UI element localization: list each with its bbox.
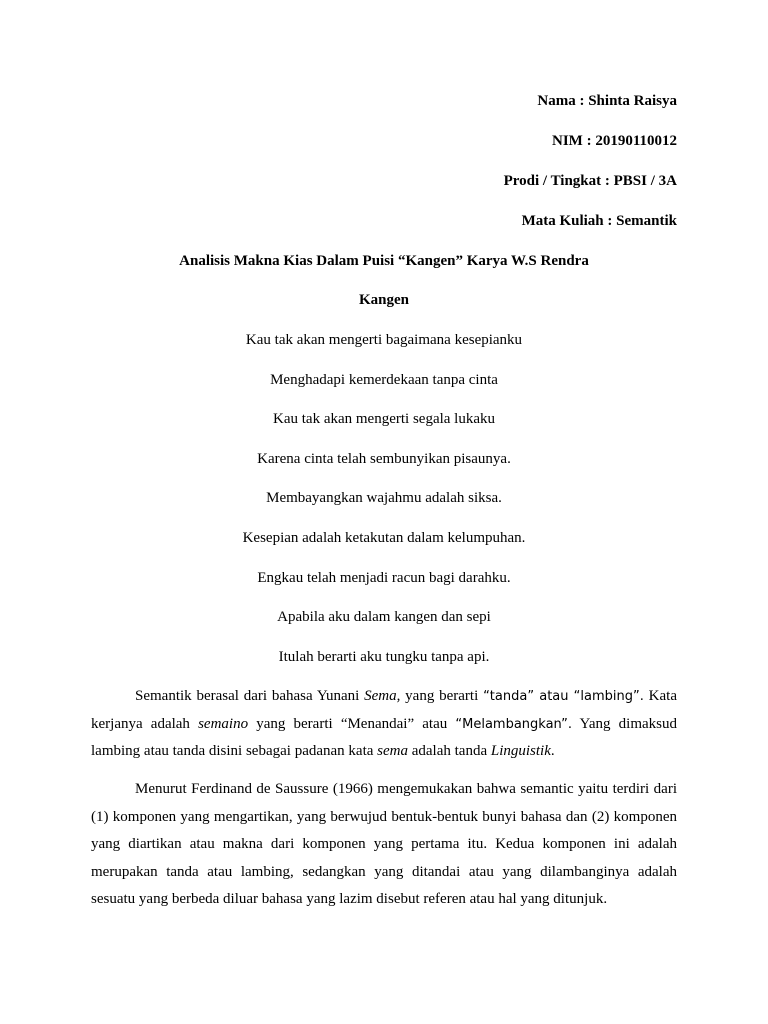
- student-nim: NIM : 20190110012: [552, 133, 677, 149]
- poem-title: Kangen: [358, 292, 409, 308]
- poem-line: Menghadapi kemerdekaan tanpa cinta: [270, 372, 498, 388]
- poem-line: Kau tak akan mengerti bagaimana kesepianku: [245, 332, 523, 348]
- poem-line: Kau tak akan mengerti segala lukaku: [273, 411, 495, 427]
- paragraph-line: kerjanya adalah semaino yang berarti “Menandai” atau “Melambangkan”. Yang dimaksud: [91, 715, 678, 732]
- paragraph-line: sesuatu yang berbeda diluar bahasa yang lazim disebut referen atau hal yang ditunjuk.: [91, 891, 608, 907]
- paragraph-line: Menurut Ferdinand de Saussure (1966) mengemukakan bahwa semantic yaitu terdiri dari: [135, 781, 677, 797]
- student-name: Nama : Shinta Raisya: [537, 93, 677, 109]
- poem-line: Engkau telah menjadi racun bagi darahku.: [257, 570, 511, 586]
- paragraph-line: Semantik berasal dari bahasa Yunani Sema, yang berarti “tanda” atau “lambing”. Kata: [135, 688, 677, 704]
- paragraph-semantik: [91, 683, 677, 766]
- poem-line: Apabila aku dalam kangen dan sepi: [277, 609, 491, 625]
- course-name: Mata Kuliah : Semantik: [521, 213, 677, 229]
- paragraph-line: yang diartikan atau makna dari komponen yang pertama itu. Kedua komponen ini adalah: [91, 836, 677, 852]
- poem-line: Membayangkan wajahmu adalah siksa.: [266, 490, 502, 506]
- paragraph-line: (1) komponen yang mengartikan, yang berwujud bentuk-bentuk bunyi bahasa dan (2) komponen: [91, 808, 677, 825]
- document-title: Analisis Makna Kias Dalam Puisi “Kangen” Karya W.S Rendra: [179, 253, 589, 269]
- paragraph-line: merupakan tanda atau lambing, sedangkan yang ditandai atau yang dilambanginya adalah: [91, 863, 677, 880]
- poem-line: Kesepian adalah ketakutan dalam kelumpuhan.: [242, 530, 526, 546]
- study-program: Prodi / Tingkat : PBSI / 3A: [503, 173, 677, 189]
- paragraph-line: lambing atau tanda disini sebagai padanan kata sema adalah tanda Linguistik.: [91, 743, 555, 759]
- poem-line: Karena cinta telah sembunyikan pisaunya.: [257, 451, 511, 467]
- poem-line: Itulah berarti aku tungku tanpa api.: [278, 649, 490, 665]
- paragraph-saussure: [91, 776, 677, 914]
